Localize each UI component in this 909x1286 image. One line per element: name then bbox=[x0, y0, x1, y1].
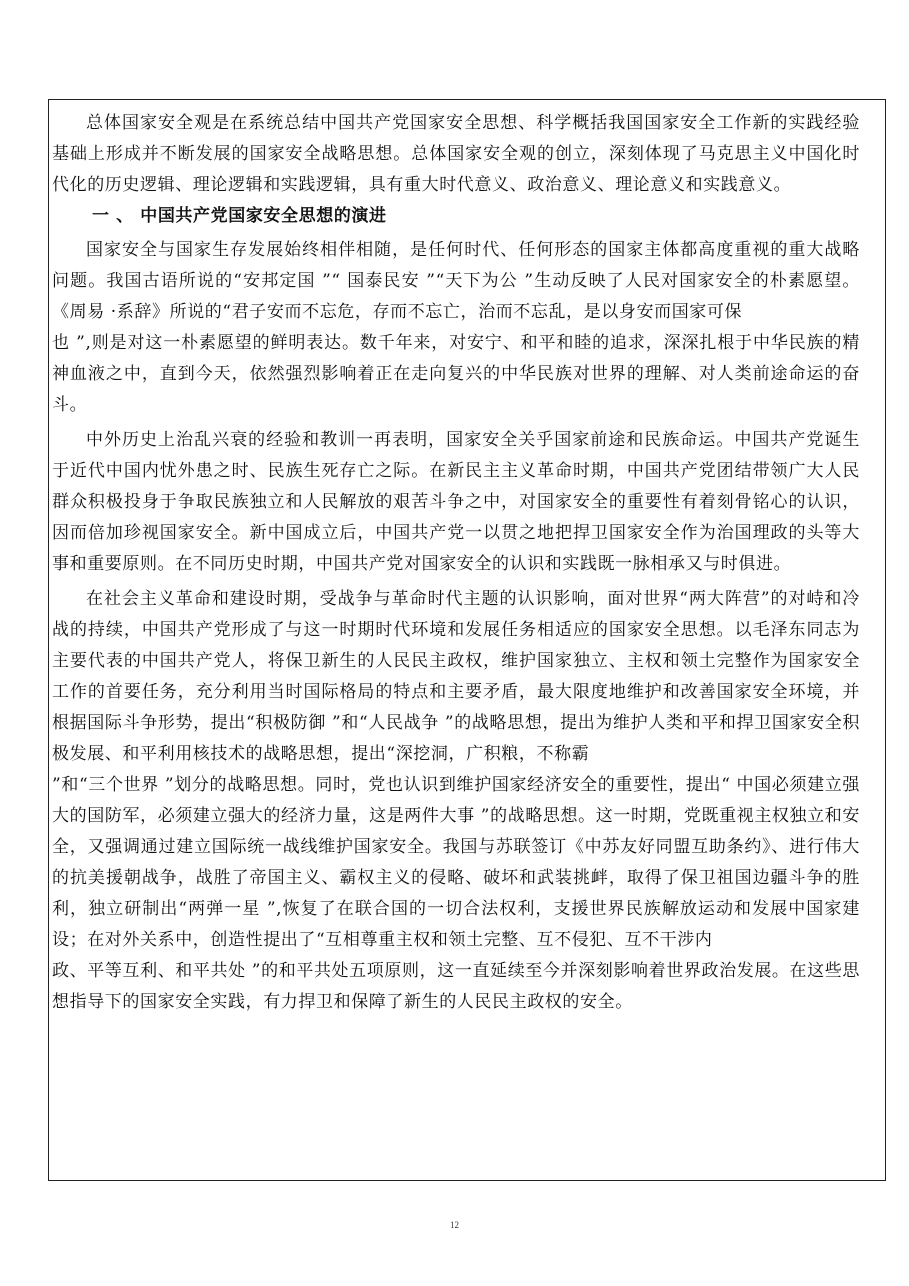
paragraph-3-part-3: 政、平等互利、和平共处 ”的和平共处五项原则，这一直延续至今并深刻影响着世界政治发展。在这些思想指导下的国家安全实践，有力捍卫和保障了新生的人民民主政权的安全。 bbox=[52, 961, 860, 1012]
paragraph-3-part-2: ”和“三个世界 ”划分的战略思想。同时，党也认识到维护国家经济安全的重要性，提出“ 中国必须建立强大的国防军，必须建立强大的经济力量，这是两件大事 ”的战略思想。这一时期，党既重视主权独立和安全，又强调通过建立国际统一战线维护国家安全。我国与苏联签订《中苏友好同盟互助条约》、进行伟大的抗美援朝战争，战胜了帝国主义、霸权主义的侵略、破坏和武装挑衅，取得了保卫祖国边疆斗争的胜利，独立研制出“两弹一星 ”,恢复了在联合国的一切合法权利，支援世界民族解放运动和发展中国家建设；在对外关系中，创造性提出了“互相尊重主权和领土完整、互不侵犯、互不干涉内 bbox=[52, 775, 860, 950]
paragraph-1-part-2: 也 ”,则是对这一朴素愿望的鲜明表达。数千年来，对安宁、和平和睦的追求，深深扎根于中华民族的精神血液之中，直到今天，依然强烈影响着正在走向复兴的中华民族对世界的理解、对人类前途命运的奋斗。 bbox=[52, 333, 860, 415]
section-heading: 一 、 中国共产党国家安全思想的演进 bbox=[92, 206, 387, 226]
intro-paragraph: 总体国家安全观是在系统总结中国共产党国家安全思想、科学概括我国国家安全工作新的实践经验基础上形成并不断发展的国家安全战略思想。总体国家安全观的创立，深刻体现了马克思主义中国化时代化的历史逻辑、理论逻辑和实践逻辑，具有重大时代意义、政治意义、理论意义和实践意义。 bbox=[52, 113, 860, 195]
paragraph-1-part-1: 国家安全与国家生存发展始终相伴相随，是任何时代、任何形态的国家主体都高度重视的重大战略问题。我国古语所说的“安邦定国 ”“ 国泰民安 ”“天下为公 ”生动反映了人民对国家安全的朴素愿望。《周易 ·系辞》所说的“君子安而不忘危，存而不忘亡，治而不忘乱，是以身安而国家可保 bbox=[52, 240, 860, 322]
document-body bbox=[52, 108, 860, 1018]
paragraph-2: 中外历史上治乱兴衰的经验和教训一再表明，国家安全关乎国家前途和民族命运。中国共产党诞生于近代中国内忧外患之时、民族生死存亡之际。在新民主主义革命时期，中国共产党团结带领广大人民群众积极投身于争取民族独立和人民解放的艰苦斗争之中，对国家安全的重要性有着刻骨铭心的认识，因而倍加珍视国家安全。新中国成立后，中国共产党一以贯之地把捍卫国家安全作为治国理政的头等大事和重要原则。在不同历史时期，中国共产党对国家安全的认识和实践既一脉相承又与时俱进。 bbox=[52, 430, 860, 574]
page-number: 12 bbox=[450, 1220, 459, 1230]
paragraph-3-part-1: 在社会主义革命和建设时期，受战争与革命时代主题的认识影响，面对世界“两大阵营”的对峙和冷战的持续，中国共产党形成了与这一时期时代环境和发展任务相适应的国家安全思想。以毛泽东同志为主要代表的中国共产党人，将保卫新生的人民民主政权，维护国家独立、主权和领土完整作为国家安全工作的首要任务，充分利用当时国际格局的特点和主要矛盾，最大限度地维护和改善国家安全环境，并根据国际斗争形势，提出“积极防御 ”和“人民战争 ”的战略思想，提出为维护人类和平和捍卫国家安全积极发展、和平利用核技术的战略思想，提出“深挖洞，广积粮，不称霸 bbox=[52, 589, 860, 764]
